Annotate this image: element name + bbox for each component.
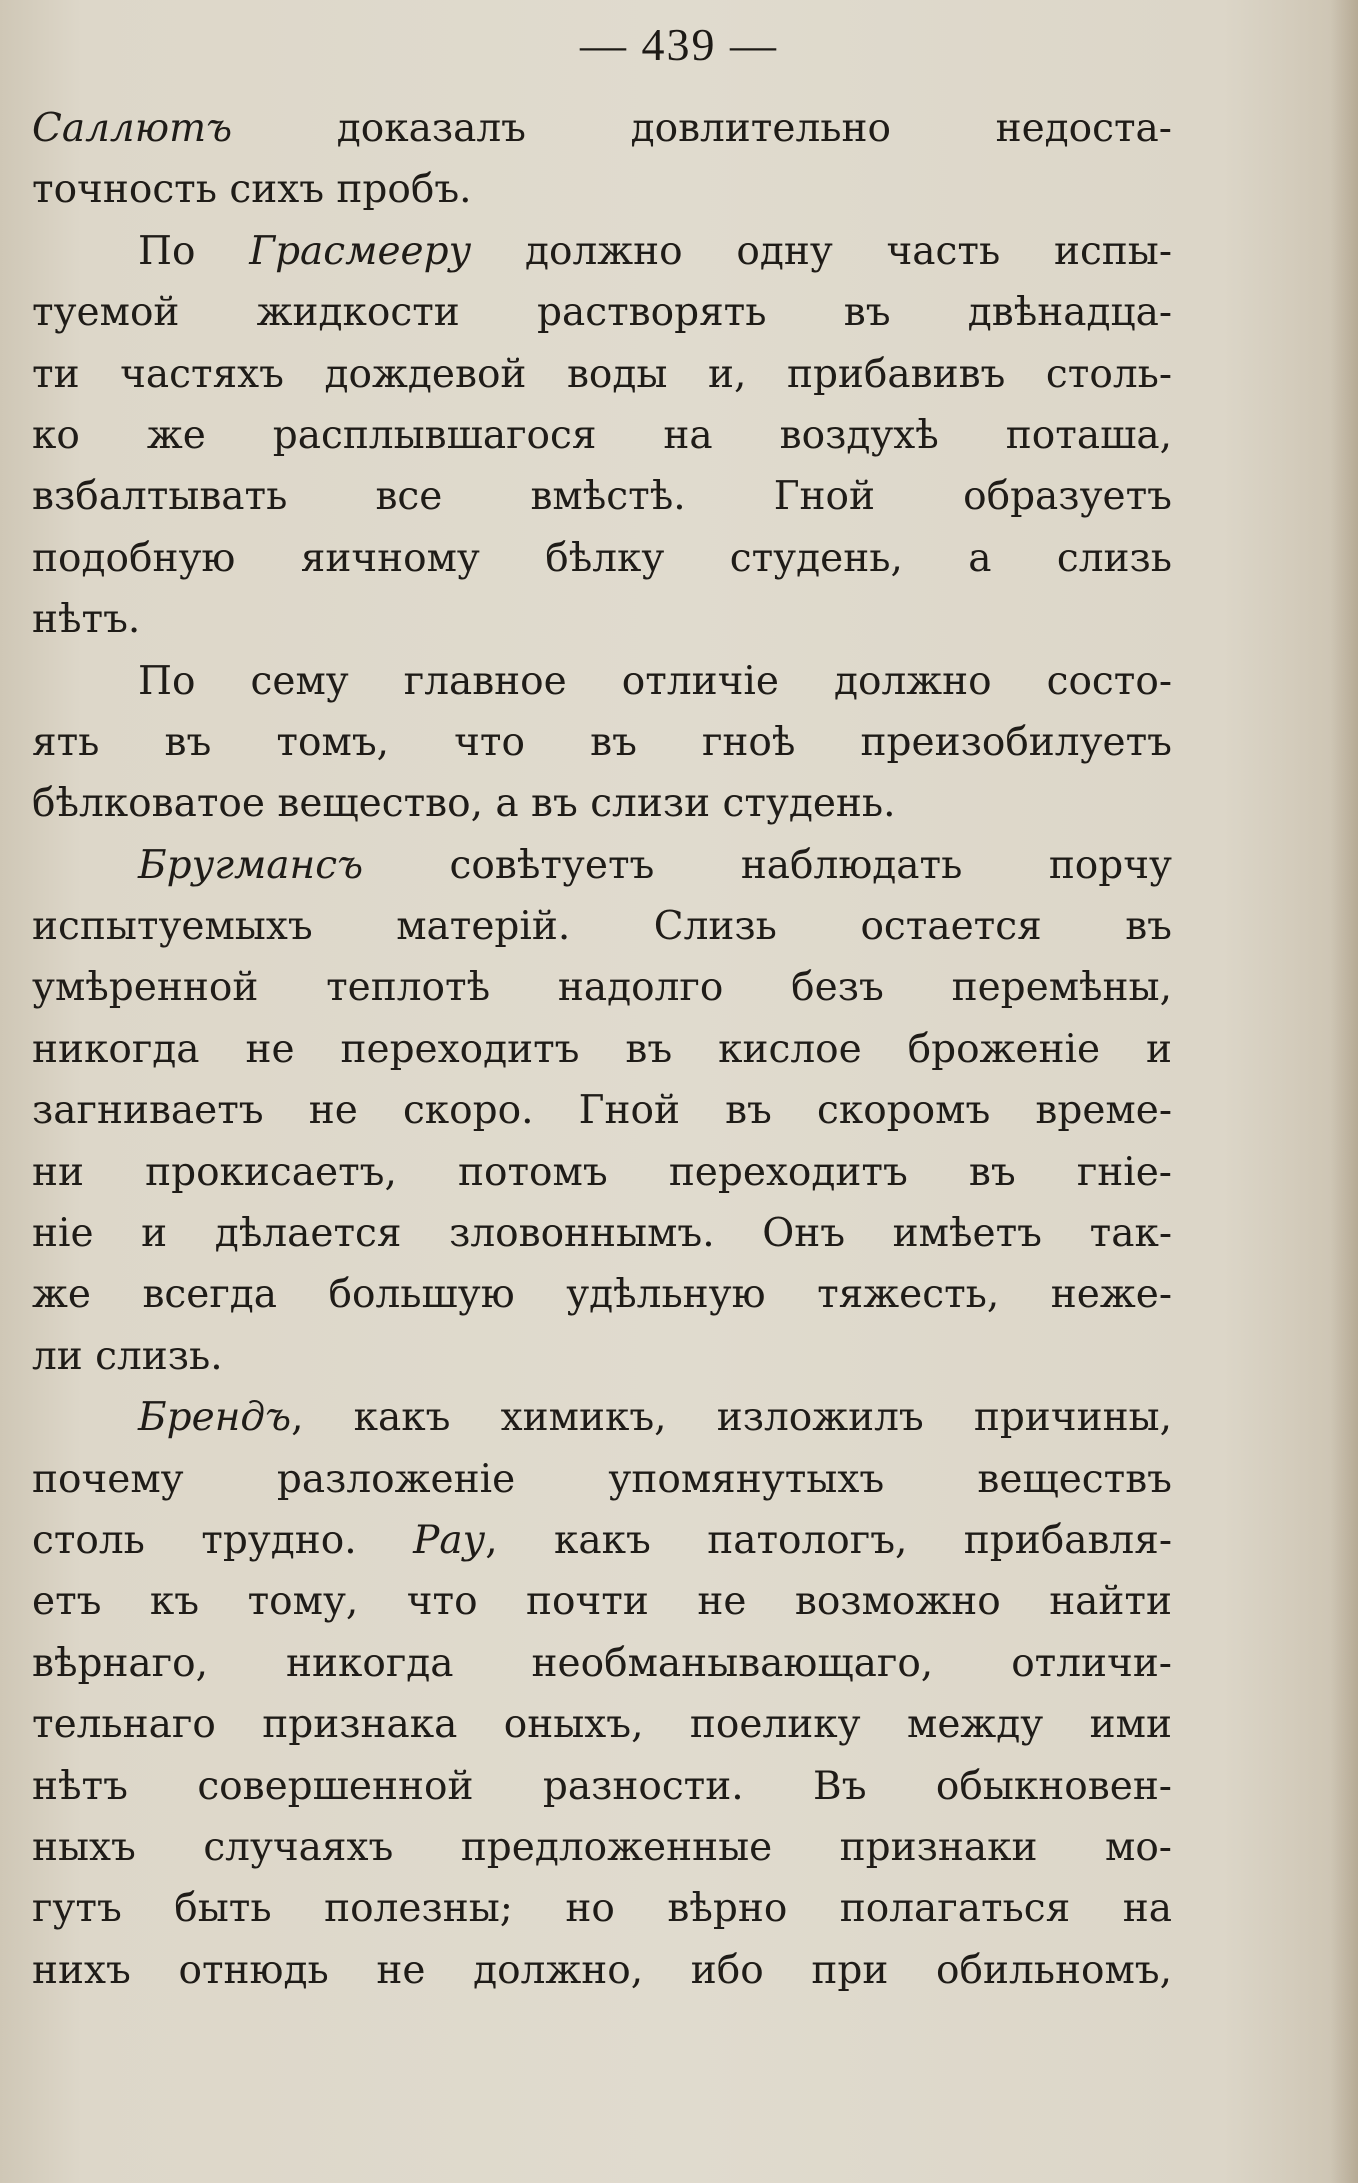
author-name: Брендъ — [138, 1395, 292, 1441]
text-line: испытуемыхъ матерій. Слизь остается въ — [32, 904, 1172, 950]
page-number: — 439 — — [580, 19, 778, 70]
text-line: взбалтывать все вмѣстѣ. Гной образуетъ — [32, 474, 1172, 520]
text-line: ни прокисаетъ, потомъ переходитъ въ гніе- — [32, 1149, 1172, 1195]
text-line: По Грасмееру должно одну часть испы- — [138, 228, 1172, 274]
text-line: Саллютъ доказалъ довлительно недоста- — [32, 106, 1172, 151]
text-line: ныхъ случаяхъ предложенные признаки мо- — [32, 1824, 1172, 1870]
text-line: же всегда большую удѣльную тяжесть, неже- — [32, 1272, 1172, 1318]
text-line: точность сихъ пробъ. — [32, 167, 472, 213]
text-line: столь трудно. Рау, какъ патологъ, прибавля- — [32, 1517, 1172, 1563]
author-name: Бругмансъ — [138, 842, 364, 888]
text-line: Брендъ, какъ химикъ, изложилъ причины, — [138, 1395, 1172, 1441]
text-line: етъ къ тому, что почти не возможно найти — [32, 1579, 1172, 1625]
text-line: ять въ томъ, что въ гноѣ преизобилуетъ — [32, 719, 1172, 765]
text-line: туемой жидкости растворять въ двѣнадца- — [32, 290, 1172, 336]
text-line: почему разложеніе упомянутыхъ веществъ — [32, 1456, 1172, 1502]
body-text — [32, 98, 1172, 2001]
text-line: По сему главное отличіе должно состо- — [138, 658, 1172, 704]
text-line: нихъ отнюдь не должно, ибо при обильномъ, — [32, 1947, 1172, 1993]
text-line: Бругмансъ совѣтуетъ наблюдать порчу — [138, 842, 1172, 888]
text-line: ко же расплывшагося на воздухѣ поташа, — [32, 412, 1172, 458]
text-line: нѣтъ совершенной разности. Въ обыкновен- — [32, 1763, 1172, 1809]
text-line: нѣтъ. — [32, 597, 141, 643]
text-line: ли слизь. — [32, 1333, 223, 1379]
text-line: вѣрнаго, никогда необманывающаго, отличи- — [32, 1640, 1172, 1686]
author-name: Рау — [413, 1517, 486, 1563]
text-line: бѣлковатое вещество, а въ слизи студень. — [32, 781, 896, 827]
text-line: подобную яичному бѣлку студень, а слизь — [32, 535, 1172, 581]
text-line: загниваетъ не скоро. Гной въ скоромъ време- — [32, 1088, 1172, 1134]
text-line: ніе и дѣлается зловоннымъ. Онъ имѣетъ так- — [32, 1211, 1172, 1257]
author-name: Саллютъ — [32, 106, 233, 151]
text-line: гутъ быть полезны; но вѣрно полагаться на — [32, 1886, 1172, 1932]
text-line: никогда не переходитъ въ кислое броженіе и — [32, 1026, 1172, 1072]
text-line: ти частяхъ дождевой воды и, прибавивъ столь- — [32, 351, 1172, 397]
text-line: тельнаго признака оныхъ, поелику между ими — [32, 1702, 1172, 1748]
page-edge-shadow — [1330, 0, 1358, 2183]
author-name: Грасмееру — [249, 228, 472, 274]
text-line: умѣренной теплотѣ надолго безъ перемѣны, — [32, 965, 1172, 1011]
